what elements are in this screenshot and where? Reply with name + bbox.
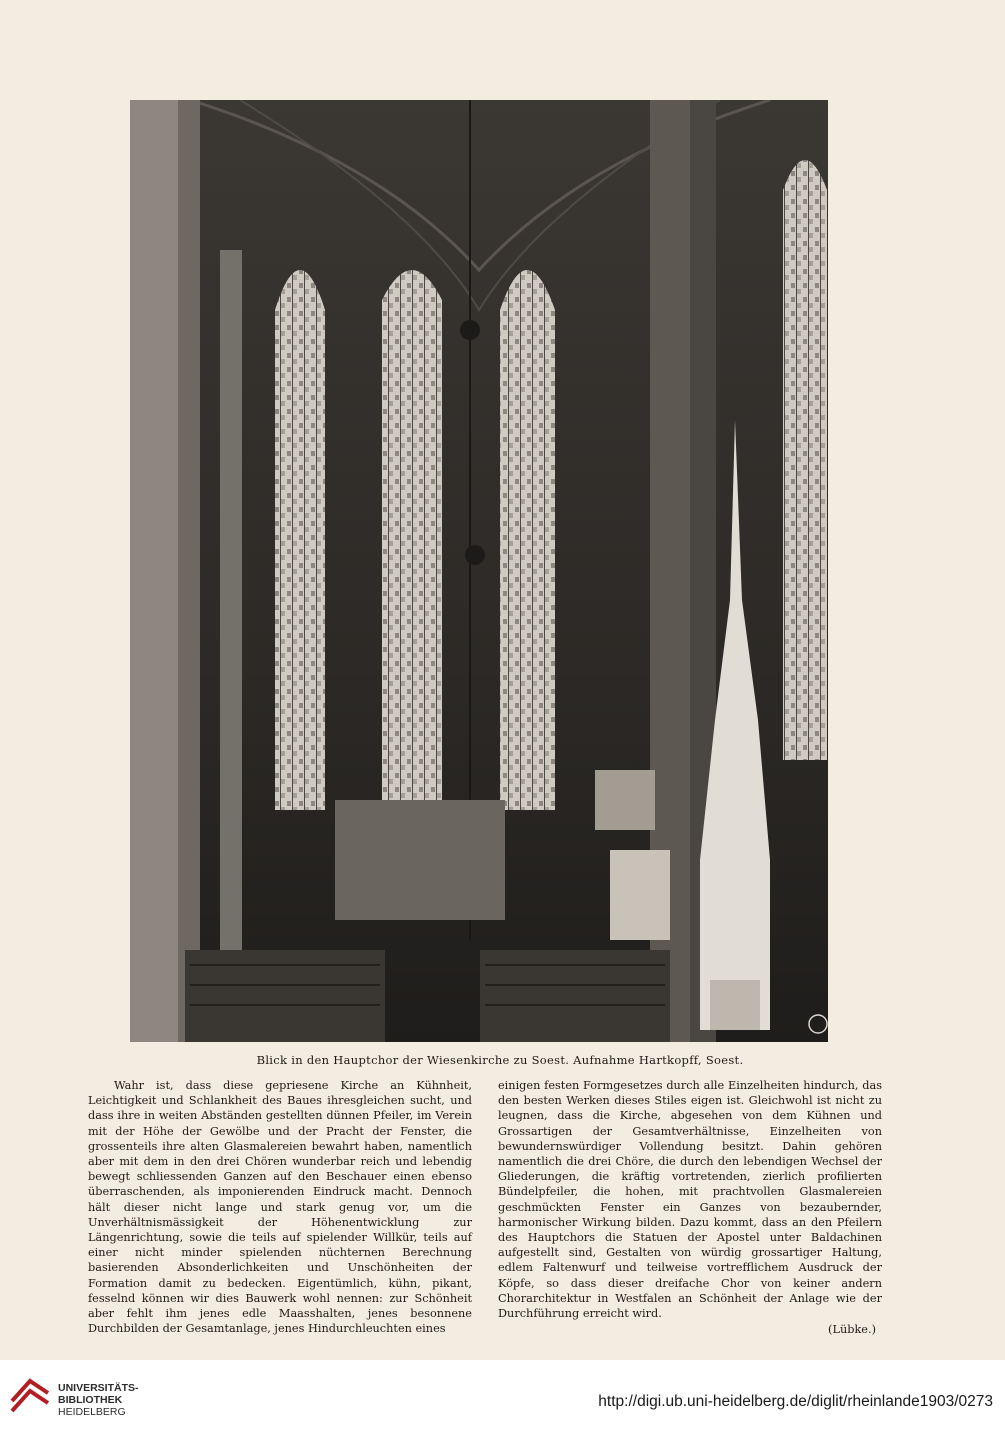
footer-bar <box>0 1360 1005 1438</box>
logo-line: UNIVERSITÄTS- <box>58 1382 139 1394</box>
author-signature: (Lübke.) <box>828 1323 876 1337</box>
logo-line: BIBLIOTHEK <box>58 1394 123 1406</box>
source-url-link[interactable]: http://digi.ub.uni-heidelberg.de/diglit/rheinlande1903/0273 <box>598 1393 993 1410</box>
logo-line: HEIDELBERG <box>58 1406 126 1418</box>
library-logo-icon[interactable] <box>10 1375 50 1417</box>
text-column-right <box>498 1078 882 1337</box>
church-interior-photo <box>130 100 828 1042</box>
photo-caption: Blick in den Hauptchor der Wiesenkirche zu Soest. Aufnahme Hartkopff, Soest. <box>256 1053 744 1067</box>
paragraph: Wahr ist, dass diese gepriesene Kirche an Kühnheit, Leichtigkeit und Schlankheit des Baues ihresgleichen sucht, und dass ihre in weiten Abständen gestellten dünnen Pfeiler, im Verein mit der Höhe der Gewölbe und der Pracht der Fenster, die grossenteils ihre alten Glasmalereien bewahrt haben, namentlich aber mit dem in den drei Chören wunderbar reich und lebendig bewegt schliessenden Ganzen auf den Beschauer einen ebenso überraschenden, als imponierenden Eindruck macht. Dennoch hält dieser nicht lange und stark genug vor, um die Unverhältnismässigkeit der Höhenentwicklung zur Längenrichtung, sowie die teils auf spielender Willkür, teils auf einer nicht minder spielenden nüchternen Berechnung basierenden Absonderlichkeiten und Unschönheiten der Formation damit zu bedecken. Eigentümlich, kühn, pikant, fesselnd können wir dies Bauwerk wohl nennen: zur Schönheit aber fehlt ihm jenes edle Maasshalten, jenes besonnene Durchbilden der Gesamtanlage, jenes Hindurchleuchten eines <box>88 1079 472 1336</box>
paragraph: einigen festen Formgesetzes durch alle Einzelheiten hindurch, das den besten Werken dieses Stiles eigen ist. Gleichwohl ist nicht zu leugnen, dass die Kirche, abgesehen von dem Kühnen und Grossartigen der Gesamtverhältnisse, Einzelheiten von bewundernswürdiger Vollendung besitzt. Dahin gehören namentlich die drei Chöre, die durch den lebendigen Wechsel der Gliederungen, die kräftig vortretenden, zierlich profilierten Bündelpfeiler, die hohen, mit prachtvollen Glasmalereien geschmückten Fenster ein Ganzes von bezaubernder, harmonischer Wirkung bilden. Dazu kommt, dass an den Pfeilern des Hauptchors die Statuen der Apostel unter Baldachinen aufgestellt sind, Gestalten von würdig grossartiger Haltung, edlem Faltenwurf und teilweise vortrefflichem Ausdruck der Köpfe, so dass dieser dreifache Chor von keiner andern Chorarchitektur in Westfalen an Schönheit der Anlage wie der Durchführung erreicht wird. <box>498 1079 882 1321</box>
text-column-left <box>88 1078 472 1336</box>
library-logo-text[interactable] <box>58 1382 139 1418</box>
church-interior-photo-icon <box>130 100 828 1042</box>
